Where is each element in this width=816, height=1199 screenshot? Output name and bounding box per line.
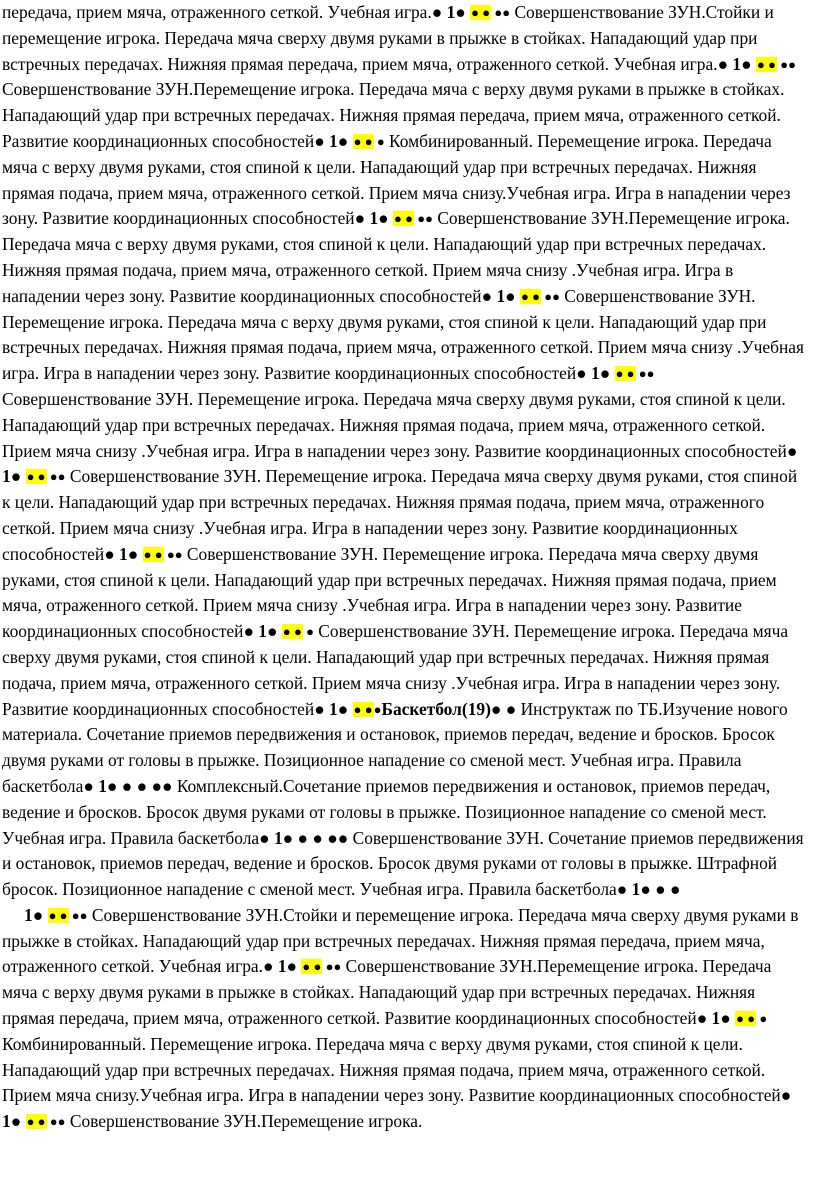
lesson-marker <box>314 699 381 719</box>
highlighted-dots: ● ● <box>143 546 163 562</box>
text-run: Совершенствование ЗУН. Перемещение игрока. Передача мяча сверху двумя руками, стоя спиной к цели. Нападающий удар при встречных передачах. Нижняя прямая подача, прием мяча, отраженного сеткой. Прием мяча снизу .Учебная игра. Игра в нападении через зону. Развитие координационных способностей <box>2 621 789 719</box>
highlighted-dots: ● ● <box>282 624 302 640</box>
marker-number: ● 1● <box>2 440 798 487</box>
marker-number: ● 1● <box>481 285 516 306</box>
marker-number: ● 1● <box>262 956 298 977</box>
text-run: Комплексный.Сочетание приемов передвижения и остановок, приемов передач, ведение и бросков. Бросок двумя руками от головы в прыжке. Позиционное нападение со сменой мест. Учебная игра. Правила баскетбола <box>2 775 771 848</box>
lesson-marker <box>24 905 88 925</box>
marker-tail-dots: ●● <box>163 546 183 562</box>
marker-tail-dots: ●● <box>635 366 655 382</box>
marker-tail-dots: ● <box>373 701 382 717</box>
text-run: Комбинированный. Перемещение игрока. Передача мяча с верху двумя руками, стоя спиной к цели. Нападающий удар при встречных передачах. Нижняя прямая подача, прием мяча, отраженного сеткой. Прием мяча снизу.Учебная игра. Игра в нападении через зону. Развитие координационных способностей <box>2 130 791 229</box>
text-run: ● ● Инструктаж по ТБ.Изучение нового материала. Сочетание приемов передвижения и остановок, приемов передач, ведение и бросков. Бросок двумя руками от головы в прыжке. Позиционное нападение со сменой мест. Учебная игра. Правила баскетбола <box>2 698 788 796</box>
highlighted-dots: ● ● <box>26 1114 46 1130</box>
text-run: Совершенствование ЗУН.Перемещение игрока. <box>65 1111 423 1132</box>
section-heading: Баскетбол(19) <box>381 698 491 719</box>
lesson-marker <box>83 776 172 796</box>
text-run: Совершенствование ЗУН.Перемещение игрока. Передача мяча с верху двумя руками в прыжке в стойках. Нападающий удар при встречных передачах. Нижняя прямая передача, прием мяча, отраженного сеткой. Развитие координационных способностей <box>2 956 772 1029</box>
marker-number: ● 1● <box>104 543 139 564</box>
highlighted-dots: ● ● <box>353 133 373 149</box>
marker-number: ● 1● <box>314 698 349 719</box>
lesson-marker <box>314 131 385 151</box>
lesson-marker <box>104 544 182 564</box>
text-run: Комбинированный. Перемещение игрока. Передача мяча с верху двумя руками, стоя спиной к цели. Нападающий удар при встречных передачах. Нижняя прямая подача, прием мяча, отраженного сеткой. Прием мяча снизу.Учебная игра. Игра в нападении через зону. Развитие координационных способностей <box>2 1033 781 1106</box>
document-paragraph-volleyball-repeat <box>2 903 808 1135</box>
highlighted-dots: ● ● <box>615 366 635 382</box>
marker-number: ● 1● <box>314 130 349 151</box>
highlighted-dots: ● ● <box>353 701 373 717</box>
lesson-marker <box>243 621 314 641</box>
highlighted-dots: ● ● <box>521 288 540 304</box>
lesson-marker <box>432 2 510 22</box>
text-run: передача, прием мяча, отраженного сеткой. Учебная игра. <box>2 2 432 22</box>
text-run: Совершенствование ЗУН. Перемещение игрока. Передача мяча сверху двумя руками, стоя спиной к цели. Нападающий удар при встречных передачах. Нижняя прямая подача, прием мяча, отраженного сеткой. Прием мяча снизу .Учебная игра. Игра в нападении через зону. Развитие координационных способностей <box>2 466 798 564</box>
marker-number: ● 1● <box>576 363 611 384</box>
highlighted-dots: ● ● <box>302 959 322 975</box>
marker-number: ● 1● <box>354 208 389 229</box>
marker-tail-dots: ●● <box>46 1114 66 1130</box>
document-paragraph-volleyball-basketball <box>2 0 808 903</box>
marker-tail-dots: ●● <box>540 288 560 304</box>
marker-number: ● 1● ● ● ●● <box>259 827 349 848</box>
marker-number: ● 1● <box>2 1085 792 1132</box>
highlighted-dots: ● ● <box>394 211 414 227</box>
text-run: Совершенствование ЗУН.Перемещение игрока. Передача мяча с верху двумя руками, стоя спиной к цели. Нападающий удар при встречных передачах. Нижняя прямая подача, прием мяча, отраженного сеткой. Прием мяча снизу .Учебная игра. Игра в нападении через зону. Развитие координационных способностей <box>2 208 790 306</box>
marker-tail-dots: ● <box>373 133 385 149</box>
text-run: Совершенствование ЗУН.Стойки и перемещение игрока. Передача мяча сверху двумя руками в прыжке в стойках. Нападающий удар при встречных передачах. Нижняя прямая передача, прием мяча, отраженного сеткой. Учебная игра. <box>2 904 799 977</box>
marker-number: ● 1● <box>717 53 752 74</box>
marker-number: ● 1● <box>243 621 278 642</box>
lesson-marker <box>718 54 796 74</box>
marker-number: ● 1● ● ● ●● <box>83 775 173 796</box>
lesson-marker <box>263 956 341 976</box>
marker-tail-dots: ●● <box>322 959 342 975</box>
highlighted-dots: ● ● <box>757 56 776 72</box>
highlighted-dots: ● ● <box>26 469 46 485</box>
marker-tail-dots: ●● <box>68 907 88 923</box>
marker-tail-dots: ●● <box>776 56 796 72</box>
marker-tail-dots: ● <box>756 1011 768 1027</box>
lesson-marker <box>576 363 654 383</box>
marker-number: ● 1● <box>696 1008 731 1029</box>
marker-tail-dots: ● <box>302 624 314 640</box>
marker-number: ● 1● ● ● <box>616 879 681 900</box>
marker-number: ● 1● <box>431 2 466 22</box>
text-run: Совершенствование ЗУН. Сочетание приемов передвижения и остановок, приемов передач, ведение и бросков. Бросок двумя руками от головы в прыжке. Штрафной бросок. Позиционное нападение с сменой мест. Учебная игра. Правила баскетбола <box>2 827 804 900</box>
text-run: Совершенствование ЗУН. Перемещение игрока. Передача мяча с верху двумя руками, стоя спиной к цели. Нападающий удар при встречных передачах. Нижняя прямая подача, прием мяча, отраженного сеткой. Прием мяча снизу .Учебная игра. Игра в нападении через зону. Развитие координационных способностей <box>2 285 804 384</box>
marker-number: 1● <box>24 904 44 925</box>
text-run: Совершенствование ЗУН. Перемещение игрока. Передача мяча сверху двумя руками, стоя спиной к цели. Нападающий удар при встречных передачах. Нижняя прямая подача, прием мяча, отраженного сеткой. Прием мяча снизу .Учебная игра. Игра в нападении через зону. Развитие координационных способностей <box>2 388 787 461</box>
lesson-marker <box>259 828 348 848</box>
highlighted-dots: ● ● <box>471 5 491 20</box>
highlighted-dots: ● ● <box>736 1011 756 1027</box>
marker-tail-dots: ●● <box>491 5 511 20</box>
text-run: Совершенствование ЗУН.Стойки и перемещение игрока. Передача мяча сверху двумя руками в прыжке в стойках. Нападающий удар при встречных передачах. Нижняя прямая передача, прием мяча, отраженного сеткой. Учебная игра. <box>2 2 774 74</box>
text-run: Совершенствование ЗУН.Перемещение игрока. Передача мяча с верху двумя руками в прыжке в стойках. Нападающий удар при встречных передачах. Нижняя прямая передача, прием мяча, отраженного сеткой. Развитие координационных способностей <box>2 79 785 151</box>
lesson-marker <box>355 208 433 228</box>
highlighted-dots: ● ● <box>48 907 68 923</box>
lesson-marker <box>617 879 681 899</box>
marker-tail-dots: ●● <box>46 469 66 485</box>
marker-tail-dots: ●● <box>414 211 433 227</box>
text-run: Совершенствование ЗУН. Перемещение игрока. Передача мяча сверху двумя руками, стоя спиной к цели. Нападающий удар при встречных передачах. Нижняя прямая подача, прием мяча, отраженного сеткой. Прием мяча снизу .Учебная игра. Игра в нападении через зону. Развитие координационных способностей <box>2 543 777 642</box>
lesson-marker <box>697 1008 768 1028</box>
lesson-marker <box>482 286 560 306</box>
